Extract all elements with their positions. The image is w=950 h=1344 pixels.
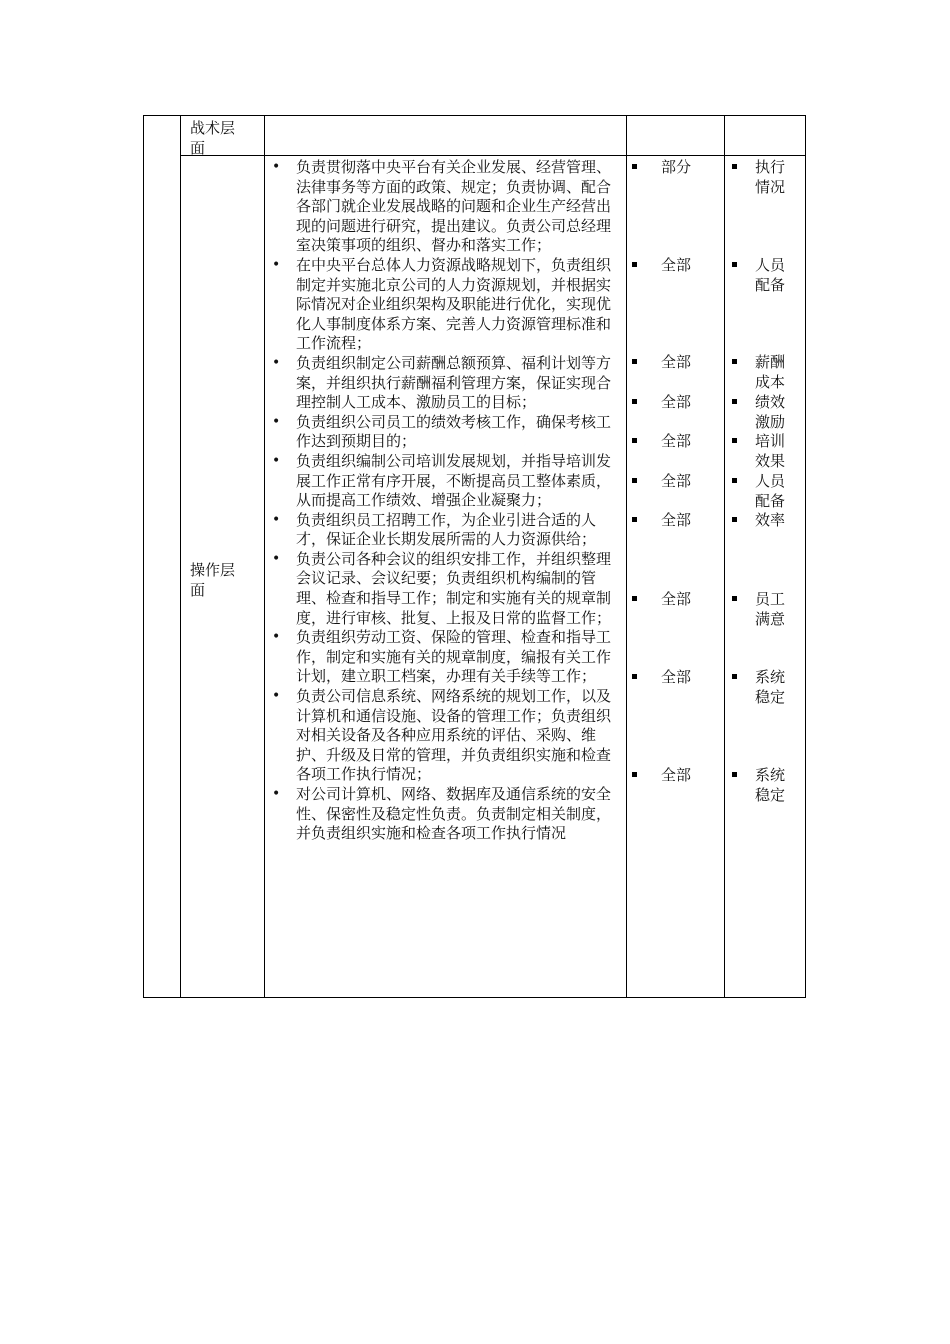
tactical-level-label: 战术层面 <box>190 119 236 157</box>
square-bullet-icon <box>732 399 737 404</box>
result-item: 薪酬成本 <box>732 353 802 373</box>
scope-item: 全部 <box>632 472 722 492</box>
list-item: • 负责组织编制公司培训发展规划，并指导培训发展工作正常有序开展，不断提高员工整体素质，从而提高工作绩效、增强企业凝聚力； <box>272 451 612 510</box>
square-bullet-icon <box>732 359 737 364</box>
list-item: • 负责组织员工招聘工作，为企业引进合适的人才，保证企业长期发展所需的人力资源供给； <box>272 510 597 549</box>
bullet-icon: • <box>272 354 281 371</box>
result-item: 人员配备 <box>732 472 802 492</box>
list-item: • 负责组织公司员工的绩效考核工作，确保考核工作达到预期目的； <box>272 412 612 451</box>
result-item: 效率 <box>732 511 802 531</box>
result-item: 系统稳定 <box>732 668 802 688</box>
bullet-icon: • <box>272 159 281 175</box>
square-bullet-icon <box>632 596 637 601</box>
list-item: • 负责组织制定公司薪酬总额预算、福利计划等方案，并组织执行薪酬福利管理方案，保证实现合理控制人工成本、激励员工的目标； <box>272 353 612 412</box>
bullet-icon: • <box>272 413 281 430</box>
bullet-icon: • <box>272 786 281 802</box>
square-bullet-icon <box>732 517 737 522</box>
square-bullet-icon <box>632 674 637 679</box>
square-bullet-icon <box>632 517 637 522</box>
operation-level-label: 操作层面 <box>190 561 236 599</box>
square-bullet-icon <box>732 478 737 483</box>
list-item: • 负责公司各种会议的组织安排工作，并组织整理会议记录、会议纪要；负责组织机构编制的管理、检查和指导工作；制定和实施有关的规章制度，进行审核、批复、上报及日常的监督工作； <box>272 549 612 627</box>
result-item: 员工满意 <box>732 590 802 610</box>
square-bullet-icon <box>632 164 637 169</box>
result-item: 执行情况 <box>732 158 802 178</box>
column-divider <box>264 116 265 997</box>
result-item: 培训效果 <box>732 432 802 452</box>
scope-item: 全部 <box>632 256 722 276</box>
column-divider <box>626 116 627 997</box>
bullet-icon: • <box>272 511 281 528</box>
bullet-icon: • <box>272 688 281 705</box>
scope-item: 部分 <box>632 158 722 178</box>
square-bullet-icon <box>732 674 737 679</box>
scope-item: 全部 <box>632 511 722 531</box>
result-item: 系统稳定 <box>732 766 802 786</box>
square-bullet-icon <box>632 478 637 483</box>
result-item: 人员配备 <box>732 256 802 276</box>
square-bullet-icon <box>732 438 737 443</box>
scope-item: 全部 <box>632 668 722 688</box>
bullet-icon: • <box>272 256 281 273</box>
list-item: • 负责公司信息系统、网络系统的规划工作，以及计算机和通信设施、设备的管理工作；负责组织对相关设备及各种应用系统的评估、采购、维护、升级及日常的管理，并负责组织实施和检查各项工作执行情况； <box>272 687 612 784</box>
row-divider <box>180 155 805 156</box>
responsibility-table <box>143 115 806 998</box>
column-divider <box>724 116 725 997</box>
square-bullet-icon <box>732 262 737 267</box>
square-bullet-icon <box>632 772 637 777</box>
scope-item: 全部 <box>632 766 722 786</box>
list-item: • 负责组织劳动工资、保险的管理、检查和指导工作，制定和实施有关的规章制度，编报有关工作计划，建立职工档案，办理有关手续等工作； <box>272 628 612 686</box>
list-item: • 负责贯彻落中央平台有关企业发展、经营管理、法律事务等方面的政策、规定；负责协调、配合各部门就企业发展战略的问题和企业生产经营出现的问题进行研究，提出建议。负责公司总经理室决策事项的组织、督办和落实工作； <box>272 158 612 255</box>
square-bullet-icon <box>632 262 637 267</box>
scope-item: 全部 <box>632 353 722 373</box>
square-bullet-icon <box>732 772 737 777</box>
column-divider <box>180 116 181 997</box>
scope-item: 全部 <box>632 432 722 452</box>
square-bullet-icon <box>732 596 737 601</box>
square-bullet-icon <box>732 164 737 169</box>
result-item: 绩效激励 <box>732 393 802 413</box>
list-item: • 对公司计算机、网络、数据库及通信系统的安全性、保密性及稳定性负责。负责制定相关制度，并负责组织实施和检查各项工作执行情况 <box>272 785 612 843</box>
square-bullet-icon <box>632 399 637 404</box>
bullet-icon: • <box>272 452 281 469</box>
square-bullet-icon <box>632 359 637 364</box>
square-bullet-icon <box>632 438 637 443</box>
duty-list <box>266 158 622 844</box>
bullet-icon: • <box>272 550 281 567</box>
bullet-icon: • <box>272 629 281 646</box>
list-item: • 在中央平台总体人力资源战略规划下，负责组织制定并实施北京公司的人力资源规划，并根据实际情况对企业组织架构及职能进行优化，实现优化人事制度体系方案、完善人力资源管理标准和工作流程； <box>272 255 612 353</box>
scope-item: 全部 <box>632 590 722 610</box>
scope-item: 全部 <box>632 393 722 413</box>
